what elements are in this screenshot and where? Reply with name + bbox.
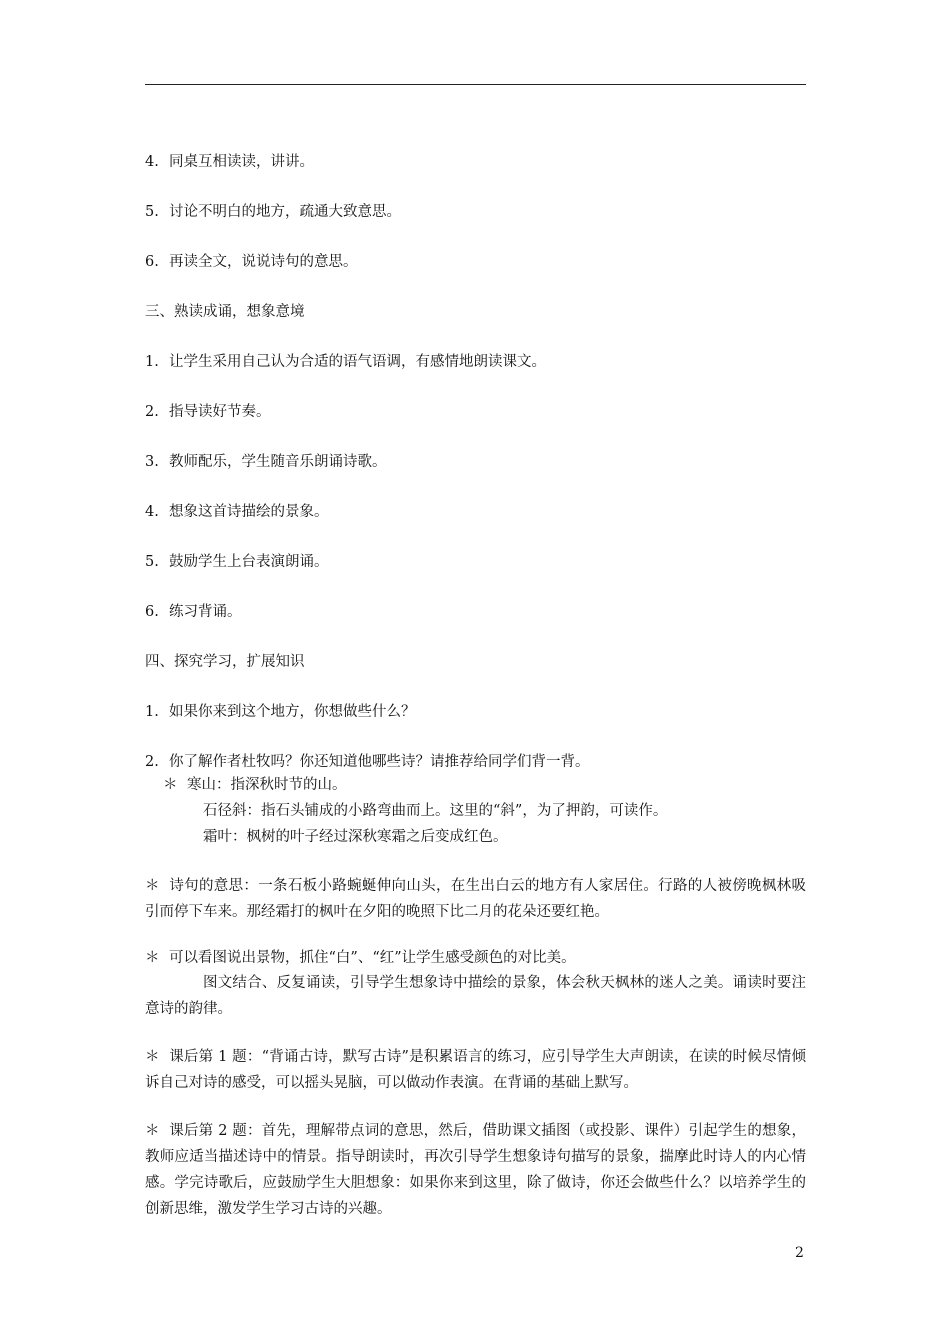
list-item: 5. 鼓励学生上台表演朗诵。 <box>145 554 329 570</box>
section-heading-3: 三、熟读成诵，想象意境 <box>145 304 305 320</box>
paragraph-exercise-1: ＊ 课后第 1 题：“背诵古诗，默写古诗”是积累语言的练习，应引导学生大声朗读，在读的时候尽情倾诉自己对诗的感受，可以摇头晃脑，可以做动作表演。在背诵的基础上默写。 <box>145 1044 806 1096</box>
list-item: 5. 讨论不明白的地方，疏通大致意思。 <box>145 204 401 220</box>
paragraph-exercise-2: ＊ 课后第 2 题：首先，理解带点词的意思，然后，借助课文插图（或投影、课件）引起学生的想象，教师应适当描述诗中的情景。指导朗读时，再次引导学生想象诗句描写的景象，揣摩此时诗人的内心情感。学完诗歌后，应鼓励学生大胆想象：如果你来到这里，除了做诗，你还会做些什么？以培养学生的创新思维，激发学生学习古诗的兴趣。 <box>145 1118 806 1222</box>
list-item: 2. 指导读好节奏。 <box>145 404 271 420</box>
star-icon: ＊ <box>145 1049 160 1065</box>
star-icon: ＊ <box>145 1123 160 1139</box>
paragraph-picture-cont: 图文结合、反复诵读，引导学生想象诗中描绘的景象，体会秋天枫林的迷人之美。诵读时要注意诗的韵律。 <box>145 975 806 1017</box>
paragraph-meaning: ＊ 诗句的意思：一条石板小路蜿蜒伸向山头，在生出白云的地方有人家居住。行路的人被傍晚枫林吸引而停下车来。那经霜打的枫叶在夕阳的晚照下比二月的花朵还要红艳。 <box>145 873 806 925</box>
note-shuangye: 霜叶：枫树的叶子经过深秋寒霜之后变成红色。 <box>203 829 508 845</box>
star-icon: ＊ <box>145 950 160 966</box>
list-item: 6. 再读全文，说说诗句的意思。 <box>145 254 358 270</box>
star-icon: ＊ <box>145 878 160 894</box>
list-item: 6. 练习背诵。 <box>145 604 242 620</box>
list-item: 1. 让学生采用自己认为合适的语气语调，有感情地朗读课文。 <box>145 354 546 370</box>
list-item: 1. 如果你来到这个地方，你想做些什么？ <box>145 704 416 720</box>
section-heading-4: 四、探究学习，扩展知识 <box>145 654 305 670</box>
list-item: 3. 教师配乐，学生随音乐朗诵诗歌。 <box>145 454 387 470</box>
paragraph-picture: ＊ 可以看图说出景物，抓住“白”、“红”让学生感受颜色的对比美。 <box>145 946 806 970</box>
star-icon: ＊ <box>163 777 178 793</box>
note-shijingxie: 石径斜：指石头铺成的小路弯曲而上。这里的“斜”，为了押韵，可读作。 <box>203 803 668 819</box>
list-item: 2. 你了解作者杜牧吗？你还知道他哪些诗？请推荐给同学们背一背。 <box>145 754 590 770</box>
header-rule <box>145 84 806 85</box>
list-item: 4. 想象这首诗描绘的景象。 <box>145 504 329 520</box>
page-number: 2 <box>795 1245 804 1261</box>
note-hanshan: ＊ 寒山：指深秋时节的山。 <box>163 773 806 797</box>
list-item: 4. 同桌互相读读，讲讲。 <box>145 154 314 170</box>
